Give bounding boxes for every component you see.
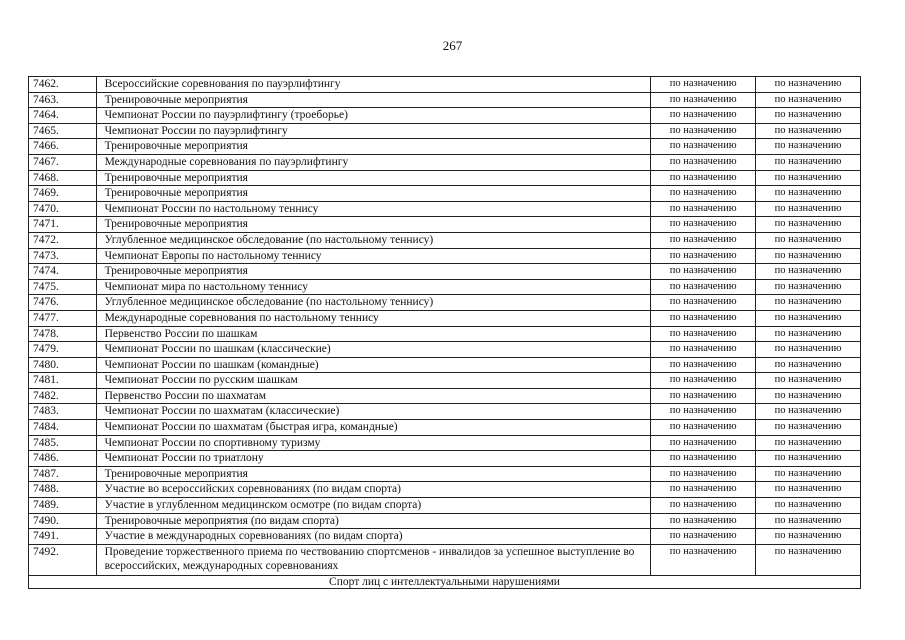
value-column-2: по назначению: [756, 232, 861, 248]
value-column-1: по назначению: [651, 373, 756, 389]
value-column-1: по назначению: [651, 451, 756, 467]
value-column-1: по назначению: [651, 201, 756, 217]
table-row: [29, 232, 861, 248]
table-row: [29, 310, 861, 326]
row-number: 7485.: [29, 435, 97, 451]
table-row: [29, 264, 861, 280]
table-row: [29, 108, 861, 124]
row-number: 7464.: [29, 108, 97, 124]
event-name: Участие во всероссийских соревнованиях (по видам спорта): [96, 482, 651, 498]
table-row: [29, 139, 861, 155]
value-column-2: по назначению: [756, 451, 861, 467]
row-number: 7468.: [29, 170, 97, 186]
value-column-1: по назначению: [651, 232, 756, 248]
event-name: Первенство России по шахматам: [96, 388, 651, 404]
value-column-2: по назначению: [756, 295, 861, 311]
row-number: 7467.: [29, 154, 97, 170]
value-column-2: по назначению: [756, 404, 861, 420]
value-column-1: по назначению: [651, 466, 756, 482]
row-number: 7480.: [29, 357, 97, 373]
row-number: 7470.: [29, 201, 97, 217]
value-column-1: по назначению: [651, 529, 756, 545]
row-number: 7472.: [29, 232, 97, 248]
value-column-1: по назначению: [651, 420, 756, 436]
value-column-2: по назначению: [756, 435, 861, 451]
value-column-1: по назначению: [651, 513, 756, 529]
table-row: [29, 544, 861, 575]
section-row: [29, 575, 861, 588]
value-column-2: по назначению: [756, 77, 861, 93]
value-column-2: по назначению: [756, 513, 861, 529]
value-column-2: по назначению: [756, 139, 861, 155]
event-name: Тренировочные мероприятия: [96, 139, 651, 155]
table-row: [29, 435, 861, 451]
table-row: [29, 357, 861, 373]
event-name: Тренировочные мероприятия: [96, 466, 651, 482]
value-column-2: по назначению: [756, 498, 861, 514]
event-name: Чемпионат России по шахматам (классические): [96, 404, 651, 420]
value-column-2: по назначению: [756, 357, 861, 373]
value-column-1: по назначению: [651, 77, 756, 93]
row-number: 7463.: [29, 92, 97, 108]
value-column-2: по назначению: [756, 420, 861, 436]
section-title: Спорт лиц с интеллектуальными нарушениями: [29, 575, 861, 588]
value-column-1: по назначению: [651, 310, 756, 326]
value-column-1: по назначению: [651, 279, 756, 295]
value-column-2: по назначению: [756, 186, 861, 202]
event-name: Углубленное медицинское обследование (по настольному теннису): [96, 232, 651, 248]
event-name: Тренировочные мероприятия: [96, 264, 651, 280]
event-name: Участие в углубленном медицинском осмотре (по видам спорта): [96, 498, 651, 514]
row-number: 7489.: [29, 498, 97, 514]
row-number: 7466.: [29, 139, 97, 155]
row-number: 7492.: [29, 544, 97, 575]
value-column-1: по назначению: [651, 170, 756, 186]
value-column-1: по назначению: [651, 544, 756, 575]
event-name: Чемпионат России по русским шашкам: [96, 373, 651, 389]
value-column-2: по назначению: [756, 279, 861, 295]
event-name: Участие в международных соревнованиях (по видам спорта): [96, 529, 651, 545]
value-column-1: по назначению: [651, 217, 756, 233]
row-number: 7473.: [29, 248, 97, 264]
row-number: 7481.: [29, 373, 97, 389]
value-column-2: по назначению: [756, 466, 861, 482]
event-name: Чемпионат мира по настольному теннису: [96, 279, 651, 295]
table-row: [29, 529, 861, 545]
table-row: [29, 388, 861, 404]
value-column-1: по назначению: [651, 388, 756, 404]
event-name: Чемпионат России по пауэрлифтингу (троеборье): [96, 108, 651, 124]
row-number: 7482.: [29, 388, 97, 404]
value-column-1: по назначению: [651, 342, 756, 358]
value-column-2: по назначению: [756, 154, 861, 170]
row-number: 7462.: [29, 77, 97, 93]
value-column-1: по назначению: [651, 123, 756, 139]
row-number: 7483.: [29, 404, 97, 420]
table-row: [29, 482, 861, 498]
row-number: 7475.: [29, 279, 97, 295]
table-row: [29, 92, 861, 108]
table-row: [29, 154, 861, 170]
value-column-2: по назначению: [756, 373, 861, 389]
value-column-1: по назначению: [651, 92, 756, 108]
events-table-body: [29, 77, 861, 589]
table-row: [29, 342, 861, 358]
table-row: [29, 279, 861, 295]
event-name: Тренировочные мероприятия (по видам спорта): [96, 513, 651, 529]
event-name: Чемпионат России по пауэрлифтингу: [96, 123, 651, 139]
row-number: 7476.: [29, 295, 97, 311]
value-column-2: по назначению: [756, 248, 861, 264]
value-column-1: по назначению: [651, 264, 756, 280]
row-number: 7490.: [29, 513, 97, 529]
value-column-2: по назначению: [756, 544, 861, 575]
event-name: Чемпионат России по триатлону: [96, 451, 651, 467]
value-column-2: по назначению: [756, 108, 861, 124]
event-name: Чемпионат России по шахматам (быстрая игра, командные): [96, 420, 651, 436]
value-column-2: по назначению: [756, 217, 861, 233]
row-number: 7471.: [29, 217, 97, 233]
value-column-2: по назначению: [756, 482, 861, 498]
value-column-2: по назначению: [756, 388, 861, 404]
row-number: 7474.: [29, 264, 97, 280]
table-row: [29, 420, 861, 436]
table-row: [29, 201, 861, 217]
table-row: [29, 326, 861, 342]
value-column-1: по назначению: [651, 186, 756, 202]
value-column-1: по назначению: [651, 326, 756, 342]
event-name: Углубленное медицинское обследование (по настольному теннису): [96, 295, 651, 311]
events-table: [28, 76, 861, 589]
table-row: [29, 248, 861, 264]
row-number: 7491.: [29, 529, 97, 545]
table-row: [29, 186, 861, 202]
row-number: 7479.: [29, 342, 97, 358]
value-column-1: по назначению: [651, 154, 756, 170]
value-column-2: по назначению: [756, 529, 861, 545]
value-column-1: по назначению: [651, 498, 756, 514]
event-name: Тренировочные мероприятия: [96, 92, 651, 108]
value-column-1: по назначению: [651, 108, 756, 124]
value-column-2: по назначению: [756, 201, 861, 217]
event-name: Международные соревнования по пауэрлифтингу: [96, 154, 651, 170]
table-row: [29, 451, 861, 467]
event-name: Тренировочные мероприятия: [96, 186, 651, 202]
row-number: 7469.: [29, 186, 97, 202]
table-row: [29, 123, 861, 139]
value-column-2: по назначению: [756, 170, 861, 186]
event-name: Чемпионат России по шашкам (командные): [96, 357, 651, 373]
event-name: Первенство России по шашкам: [96, 326, 651, 342]
value-column-2: по назначению: [756, 123, 861, 139]
event-name: Всероссийские соревнования по пауэрлифтингу: [96, 77, 651, 93]
event-name: Тренировочные мероприятия: [96, 217, 651, 233]
value-column-2: по назначению: [756, 326, 861, 342]
value-column-1: по назначению: [651, 404, 756, 420]
event-name: Международные соревнования по настольному теннису: [96, 310, 651, 326]
value-column-2: по назначению: [756, 92, 861, 108]
table-row: [29, 513, 861, 529]
event-name: Проведение торжественного приема по чествованию спортсменов - инвалидов за успешное выступление во всероссийских, международных соревнованиях: [96, 544, 651, 575]
table-row: [29, 295, 861, 311]
event-name: Чемпионат России по настольному теннису: [96, 201, 651, 217]
row-number: 7477.: [29, 310, 97, 326]
page-number: 267: [442, 38, 463, 53]
row-number: 7486.: [29, 451, 97, 467]
event-name: Чемпионат Европы по настольному теннису: [96, 248, 651, 264]
event-name: Чемпионат России по шашкам (классические): [96, 342, 651, 358]
row-number: 7484.: [29, 420, 97, 436]
event-name: Тренировочные мероприятия: [96, 170, 651, 186]
table-row: [29, 373, 861, 389]
table-row: [29, 466, 861, 482]
row-number: 7465.: [29, 123, 97, 139]
row-number: 7488.: [29, 482, 97, 498]
table-row: [29, 77, 861, 93]
table-row: [29, 170, 861, 186]
row-number: 7478.: [29, 326, 97, 342]
value-column-1: по назначению: [651, 482, 756, 498]
table-row: [29, 217, 861, 233]
value-column-1: по назначению: [651, 435, 756, 451]
value-column-1: по назначению: [651, 357, 756, 373]
value-column-1: по назначению: [651, 139, 756, 155]
row-number: 7487.: [29, 466, 97, 482]
table-row: [29, 498, 861, 514]
value-column-2: по назначению: [756, 264, 861, 280]
value-column-2: по назначению: [756, 310, 861, 326]
value-column-2: по назначению: [756, 342, 861, 358]
value-column-1: по назначению: [651, 295, 756, 311]
value-column-1: по назначению: [651, 248, 756, 264]
event-name: Чемпионат России по спортивному туризму: [96, 435, 651, 451]
table-row: [29, 404, 861, 420]
